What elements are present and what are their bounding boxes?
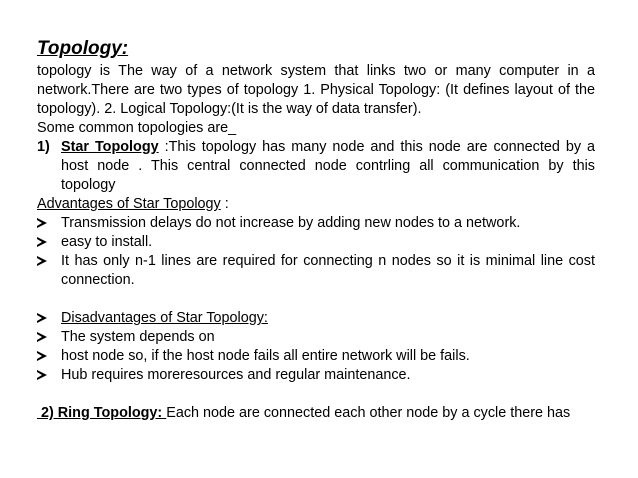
spacer: [37, 290, 595, 309]
intro-paragraph: topology is The way of a network system that links two or many computer in a network.There are two types of topology 1. Physical Topology: (It defines layout of the topology). 2. Logical Topology:(It is the way of data transfer).: [37, 63, 595, 117]
list-item: [37, 309, 595, 328]
advantage-text: It has only n-1 lines are required for connecting n nodes so it is minimal line cost connection.: [61, 253, 595, 288]
arrowhead-bullet-icon: [37, 252, 61, 290]
list-item: [37, 233, 595, 252]
list-item: [37, 366, 595, 385]
advantages-heading-line: [37, 195, 595, 214]
star-topology-term: Star Topology: [61, 139, 159, 155]
advantage-text: Transmission delays do not increase by adding new nodes to a network.: [61, 215, 521, 231]
ring-topology-term: 2) Ring Topology:: [37, 405, 167, 421]
advantages-heading-suffix: :: [220, 196, 229, 212]
arrowhead-bullet-icon: [37, 233, 61, 252]
arrowhead-bullet-icon: [37, 347, 61, 366]
disadvantage-text: host node so, if the host node fails all entire network will be fails.: [61, 348, 470, 364]
star-topology-description: :This topology has many node and this node are connected by a host node . This central connected node contrling all communication by this topology: [61, 139, 595, 193]
page-title: Topology:: [37, 38, 129, 59]
numbered-item-body: [61, 138, 595, 195]
disadvantages-heading: Disadvantages of Star Topology:: [61, 310, 268, 326]
ring-topology-line: [37, 404, 595, 423]
common-topologies-line: Some common topologies are_: [37, 120, 237, 136]
disadvantage-text: Hub requires moreresources and regular maintenance.: [61, 367, 411, 383]
arrowhead-bullet-icon: [37, 309, 61, 328]
list-item: [37, 252, 595, 290]
advantages-heading: Advantages of Star Topology: [37, 196, 221, 212]
numbered-item-star: [37, 138, 595, 195]
arrowhead-bullet-icon: [37, 328, 61, 347]
advantage-text: easy to install.: [61, 234, 153, 250]
list-item: [37, 214, 595, 233]
slide-content: [37, 38, 595, 423]
arrowhead-bullet-icon: [37, 366, 61, 385]
arrowhead-bullet-icon: [37, 214, 61, 233]
spacer: [37, 385, 595, 404]
list-item: [37, 347, 595, 366]
numbered-item-marker: 1): [37, 139, 50, 155]
disadvantage-text: The system depends on: [61, 329, 215, 345]
ring-topology-description: Each node are connected each other node by a cycle there has: [166, 405, 571, 421]
list-item: [37, 328, 595, 347]
